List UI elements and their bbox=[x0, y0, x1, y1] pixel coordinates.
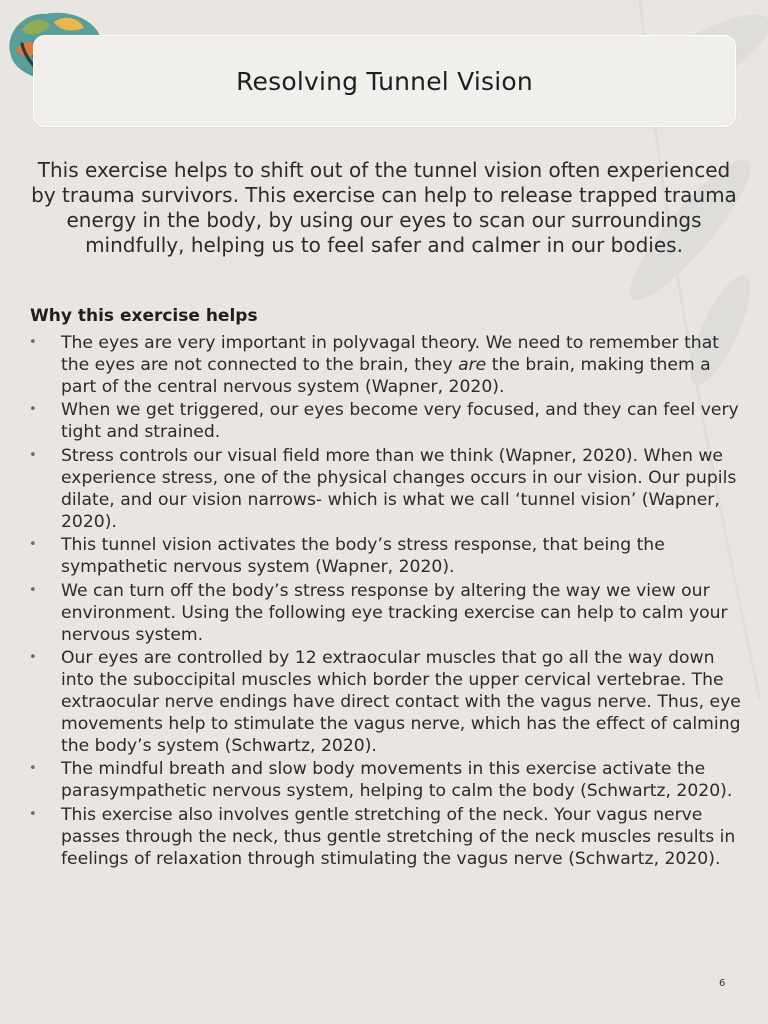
page-number: 6 bbox=[719, 978, 726, 989]
bullet-dot-icon: • bbox=[29, 402, 37, 418]
bullet-dot-icon: • bbox=[29, 335, 37, 350]
intro-paragraph: This exercise helps to shift out of the tunnel vision often experienced by trauma survivors. This exercise can help to release trapped trauma energy in the body, by using our eyes to scan our surroundings mindfully, helping us to feel safer and calmer in our bodies. bbox=[31, 158, 737, 257]
bullet-dot-icon: • bbox=[29, 649, 37, 665]
bullet-item: • We can turn off the body’s stress response by altering the way we view our environment. Using the following eye tracking exercise can help to calm your nervous system. bbox=[29, 580, 728, 645]
bullet-item: • Our eyes are controlled by 12 extraocular muscles that go all the way down into the suboccipital muscles which border the upper cervical vertebrae. The extraocular nerve endings have direct contact with the vagus nerve. Thus, eye movements help to stimulate the vagus nerve, which has the effect of calming the body’s system (Schwartz, 2020). bbox=[29, 647, 741, 756]
bullet-item: • This tunnel vision activates the body’s stress response, that being the sympathetic nervous system (Wapner, 2020). bbox=[29, 535, 665, 578]
section-heading: Why this exercise helps bbox=[30, 306, 258, 326]
page-title: Resolving Tunnel Vision bbox=[236, 66, 533, 96]
bullet-dot-icon: • bbox=[29, 761, 37, 777]
bullet-list bbox=[29, 332, 741, 871]
bullet-item: • The mindful breath and slow body movements in this exercise activate the parasympathetic nervous system, helping to calm the body (Schwartz, 2020). bbox=[29, 759, 733, 802]
bullet-item: • This exercise also involves gentle stretching of the neck. Your vagus nerve passes through the neck, thus gentle stretching of the neck muscles results in feelings of relaxation through stimulating the vagus nerve (Schwartz, 2020). bbox=[29, 804, 736, 869]
bullet-item: • Stress controls our visual field more than we think (Wapner, 2020). When we experience stress, one of the physical changes occurs in our vision. Our pupils dilate, and our vision narrows- which is what we call ‘tunnel vision’ (Wapner, 2020). bbox=[29, 445, 737, 532]
bullet-item: • When we get triggered, our eyes become very focused, and they can feel very tight and strained. bbox=[29, 400, 739, 443]
bullet-dot-icon: • bbox=[29, 537, 37, 553]
bullet-dot-icon: • bbox=[29, 582, 37, 598]
title-card bbox=[33, 35, 736, 127]
bullet-item: • The eyes are very important in polyvagal theory. We need to remember that the eyes are not connected to the brain, they are the brain, making them a part of the central nervous system (Wapner, 2020). bbox=[29, 333, 719, 397]
bullet-dot-icon: • bbox=[29, 447, 37, 463]
bullet-dot-icon: • bbox=[29, 806, 37, 822]
